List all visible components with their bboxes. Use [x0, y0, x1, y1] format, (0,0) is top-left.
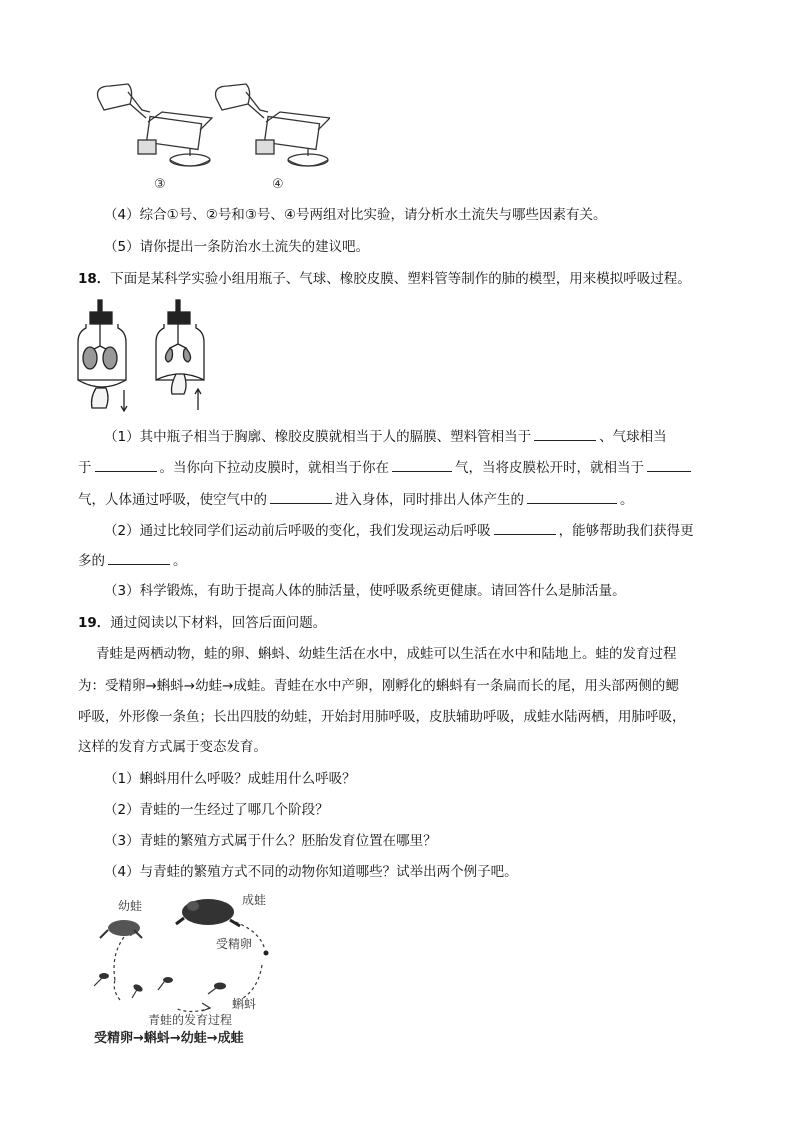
question-number: 18． [78, 271, 111, 287]
label-egg: 受精卵 [216, 937, 253, 951]
q19-material-line1: 青蛙是两栖动物，蛙的卵、蝌蚪、幼蛙生活在水中，成蛙可以生活在水中和陆地上。蛙的发育过程 [96, 646, 677, 662]
q18-stem: 18．下面是某科学实验小组用瓶子、气球、橡胶皮膜、塑料管等制作的肺的模型，用来模拟呼吸过程。 [78, 271, 691, 287]
label-3: ③ [154, 177, 166, 192]
answer-blank[interactable] [527, 488, 617, 504]
young-frog-image [100, 920, 142, 938]
answer-blank[interactable] [534, 425, 596, 441]
label-adult-frog: 成蛙 [242, 893, 267, 907]
q18-part2-line2: 多的 。 [78, 549, 187, 571]
answer-blank[interactable] [95, 456, 157, 472]
question-number: 19． [78, 615, 111, 631]
answer-blank[interactable] [647, 456, 691, 472]
soil-erosion-figure [90, 78, 330, 193]
egg-dot [264, 951, 269, 956]
setup-3 [98, 84, 213, 166]
figure-caption: 青蛙的发育过程 [148, 1013, 233, 1027]
q18-part1-line3: 气，人体通过呼吸，使空气中的 进入身体，同时排出人体产生的 。 [78, 488, 634, 510]
answer-blank[interactable] [270, 488, 332, 504]
q18-part1-line1: （1）其中瓶子相当于胸廓、橡胶皮膜就相当于人的膈膜、塑料管相当于 、气球相当 [104, 425, 667, 447]
q18-part3: （3）科学锻炼，有助于提高人体的肺活量，使呼吸系统更健康。请回答什么是肺活量。 [104, 583, 626, 599]
lung-model-figure [76, 298, 211, 413]
q19-material-line4: 这样的发育方式属于变态发育。 [78, 739, 267, 755]
q19-stem: 19．通过阅读以下材料，回答后面问题。 [78, 615, 327, 631]
q19-part4: （4）与青蛙的繁殖方式不同的动物你知道哪些？试举出两个例子吧。 [104, 864, 518, 880]
figure-sequence: 受精卵→蝌蚪→幼蛙→成蛙 [94, 1031, 244, 1046]
q19-part2: （2）青蛙的一生经过了哪几个阶段？ [104, 802, 329, 818]
bottle-pulled [78, 300, 127, 411]
frog-lifecycle-figure [90, 890, 290, 1050]
setup-4 [216, 84, 331, 166]
q17-part4: （4）综合①号、②号和③号、④号两组对比实验，请分析水土流失与哪些因素有关。 [104, 207, 607, 223]
label-4: ④ [272, 177, 284, 192]
label-tadpole: 蝌蚪 [232, 997, 257, 1011]
bottle-released [156, 300, 204, 410]
label-young-frog: 幼蛙 [118, 899, 143, 913]
q19-part1: （1）蝌蚪用什么呼吸？成蛙用什么呼吸？ [104, 771, 356, 787]
q19-material-line2: 为：受精卵→蝌蚪→幼蛙→成蛙。青蛙在水中产卵，刚孵化的蝌蚪有一条扁而长的尾，用头部两侧的鳃 [78, 678, 679, 694]
answer-blank[interactable] [494, 519, 556, 535]
adult-frog-image [176, 899, 240, 926]
q18-part2-line1: （2）通过比较同学们运动前后呼吸的变化，我们发现运动后呼吸 ，能够帮助我们获得更 [104, 519, 694, 541]
q17-part5: （5）请你提出一条防治水土流失的建议吧。 [104, 239, 370, 255]
q19-material-line3: 呼吸，外形像一条鱼；长出四肢的幼蛙，开始封用肺呼吸，皮肤辅助呼吸，成蛙水陆两栖，用肺呼吸， [78, 709, 686, 725]
answer-blank[interactable] [392, 456, 452, 472]
answer-blank[interactable] [108, 549, 170, 565]
q19-part3: （3）青蛙的繁殖方式属于什么？胚胎发育位置在哪里？ [104, 833, 437, 849]
tadpole-images [94, 973, 226, 998]
q18-part1-line2: 于 。当你向下拉动皮膜时，就相当于你在 气，当将皮膜松开时，就相当于 [78, 456, 694, 478]
